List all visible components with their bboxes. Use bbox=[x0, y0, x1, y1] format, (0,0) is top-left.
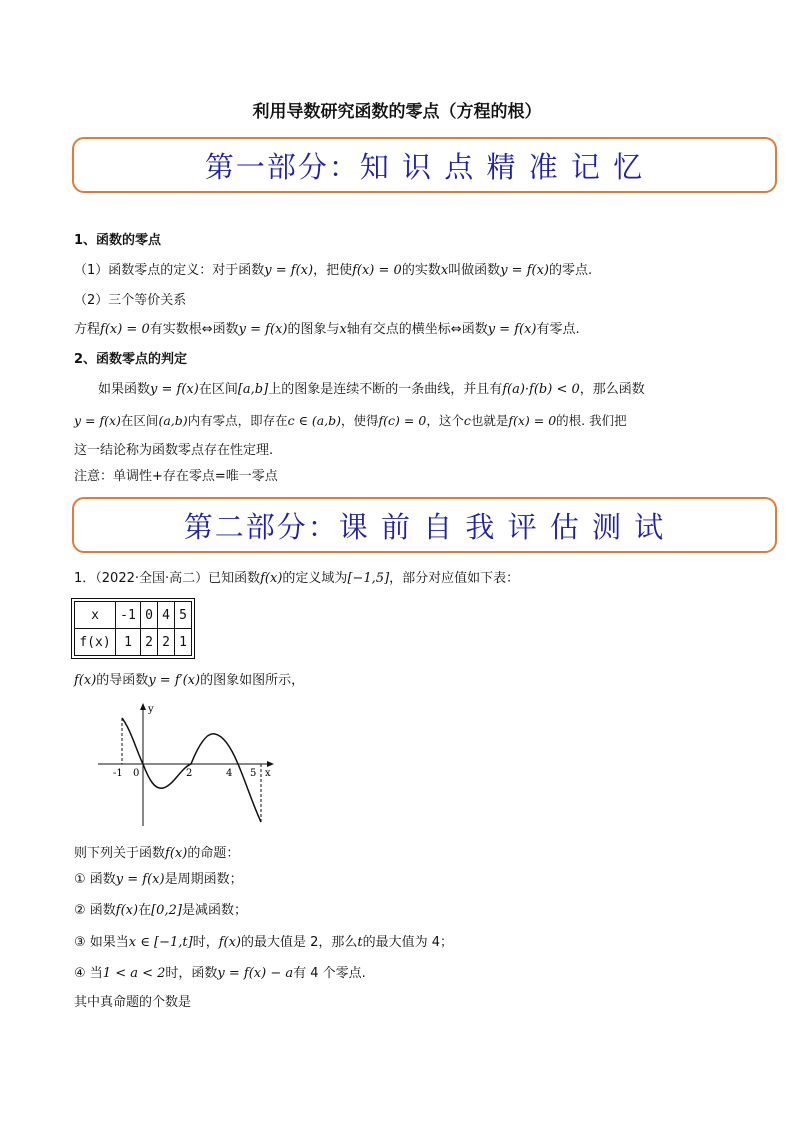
tick-label: 2 bbox=[186, 768, 193, 779]
x-axis-arrow bbox=[267, 761, 274, 767]
table-cell: 2 bbox=[141, 629, 158, 656]
table-row bbox=[75, 602, 192, 629]
question-ending: 其中真命题的个数是 bbox=[74, 995, 192, 1010]
heading-zero-judgment: 2、函数零点的判定 bbox=[74, 352, 188, 367]
table-row bbox=[75, 629, 192, 656]
y-axis-label: y bbox=[148, 704, 154, 715]
section-banner-1 bbox=[72, 137, 777, 193]
theorem-line-3: 这一结论称为函数零点存在性定理. bbox=[74, 443, 274, 458]
proposition-4: ④ 当1 < a < 2时，函数y = f(x) − a有 4 个零点. bbox=[74, 966, 366, 981]
tick-label: 4 bbox=[226, 768, 233, 779]
tick-label: 5 bbox=[250, 768, 257, 779]
proposition-1: ① 函数y = f(x)是周期函数； bbox=[74, 872, 243, 887]
table-cell: 2 bbox=[158, 629, 175, 656]
page-title: 利用导数研究函数的零点（方程的根） bbox=[252, 102, 542, 122]
y-axis-arrow bbox=[140, 703, 146, 710]
question-1-stem: 1．（2022·全国·高二）已知函数f(x)的定义域为[−1,5]，部分对应值如下表： bbox=[74, 571, 520, 586]
definition-line: （1）函数零点的定义：对于函数y = f(x)，把使f(x) = 0的实数x叫做函数y = f(x)的零点. bbox=[74, 263, 593, 278]
theorem-line-1: 如果函数y = f(x)在区间[a,b]上的图象是连续不断的一条曲线，并且有f(a)·f(b) < 0，那么函数 bbox=[98, 382, 645, 397]
equivalence-heading: （2）三个等价关系 bbox=[74, 293, 187, 308]
table-cell: 4 bbox=[158, 602, 175, 629]
table-cell: 5 bbox=[175, 602, 192, 629]
table-cell: 1 bbox=[175, 629, 192, 656]
proposition-2: ② 函数f(x)在[0,2]是减函数； bbox=[74, 903, 247, 918]
value-table bbox=[74, 601, 192, 656]
derivative-intro: f(x)的导函数y = f′(x)的图象如图所示， bbox=[74, 673, 305, 688]
theorem-line-2: y = f(x)在区间(a,b)内有零点，即存在c ∈ (a,b)，使得f(c) = 0，这个c也就是f(x) = 0的根. 我们把 bbox=[74, 413, 627, 428]
tick-label: -1 bbox=[113, 768, 123, 779]
table-cell: 1 bbox=[116, 629, 141, 656]
propositions-lead: 则下列关于函数f(x)的命题： bbox=[74, 846, 240, 861]
table-cell: -1 bbox=[116, 602, 141, 629]
proposition-3: ③ 如果当x ∈ [−1,t]时，f(x)的最大值是 2，那么t的最大值为 4； bbox=[74, 935, 454, 950]
derivative-graph bbox=[93, 700, 283, 830]
banner-1-text: 第一部分：知 识 点 精 准 记 忆 bbox=[204, 149, 645, 184]
note-line: 注意：单调性+存在零点=唯一零点 bbox=[74, 469, 278, 484]
x-axis-label: x bbox=[265, 768, 271, 779]
origin-label: 0 bbox=[133, 768, 140, 779]
heading-zero-points: 1、函数的零点 bbox=[74, 233, 162, 248]
table-cell: f(x) bbox=[75, 629, 116, 656]
table-cell: 0 bbox=[141, 602, 158, 629]
banner-2-text: 第二部分：课 前 自 我 评 估 测 试 bbox=[183, 509, 666, 544]
equivalence-line: 方程f(x) = 0有实数根⇔函数y = f(x)的图象与x轴有交点的横坐标⇔函数y = f(x)有零点. bbox=[74, 322, 580, 337]
section-banner-2 bbox=[72, 497, 777, 553]
table-cell: x bbox=[75, 602, 116, 629]
